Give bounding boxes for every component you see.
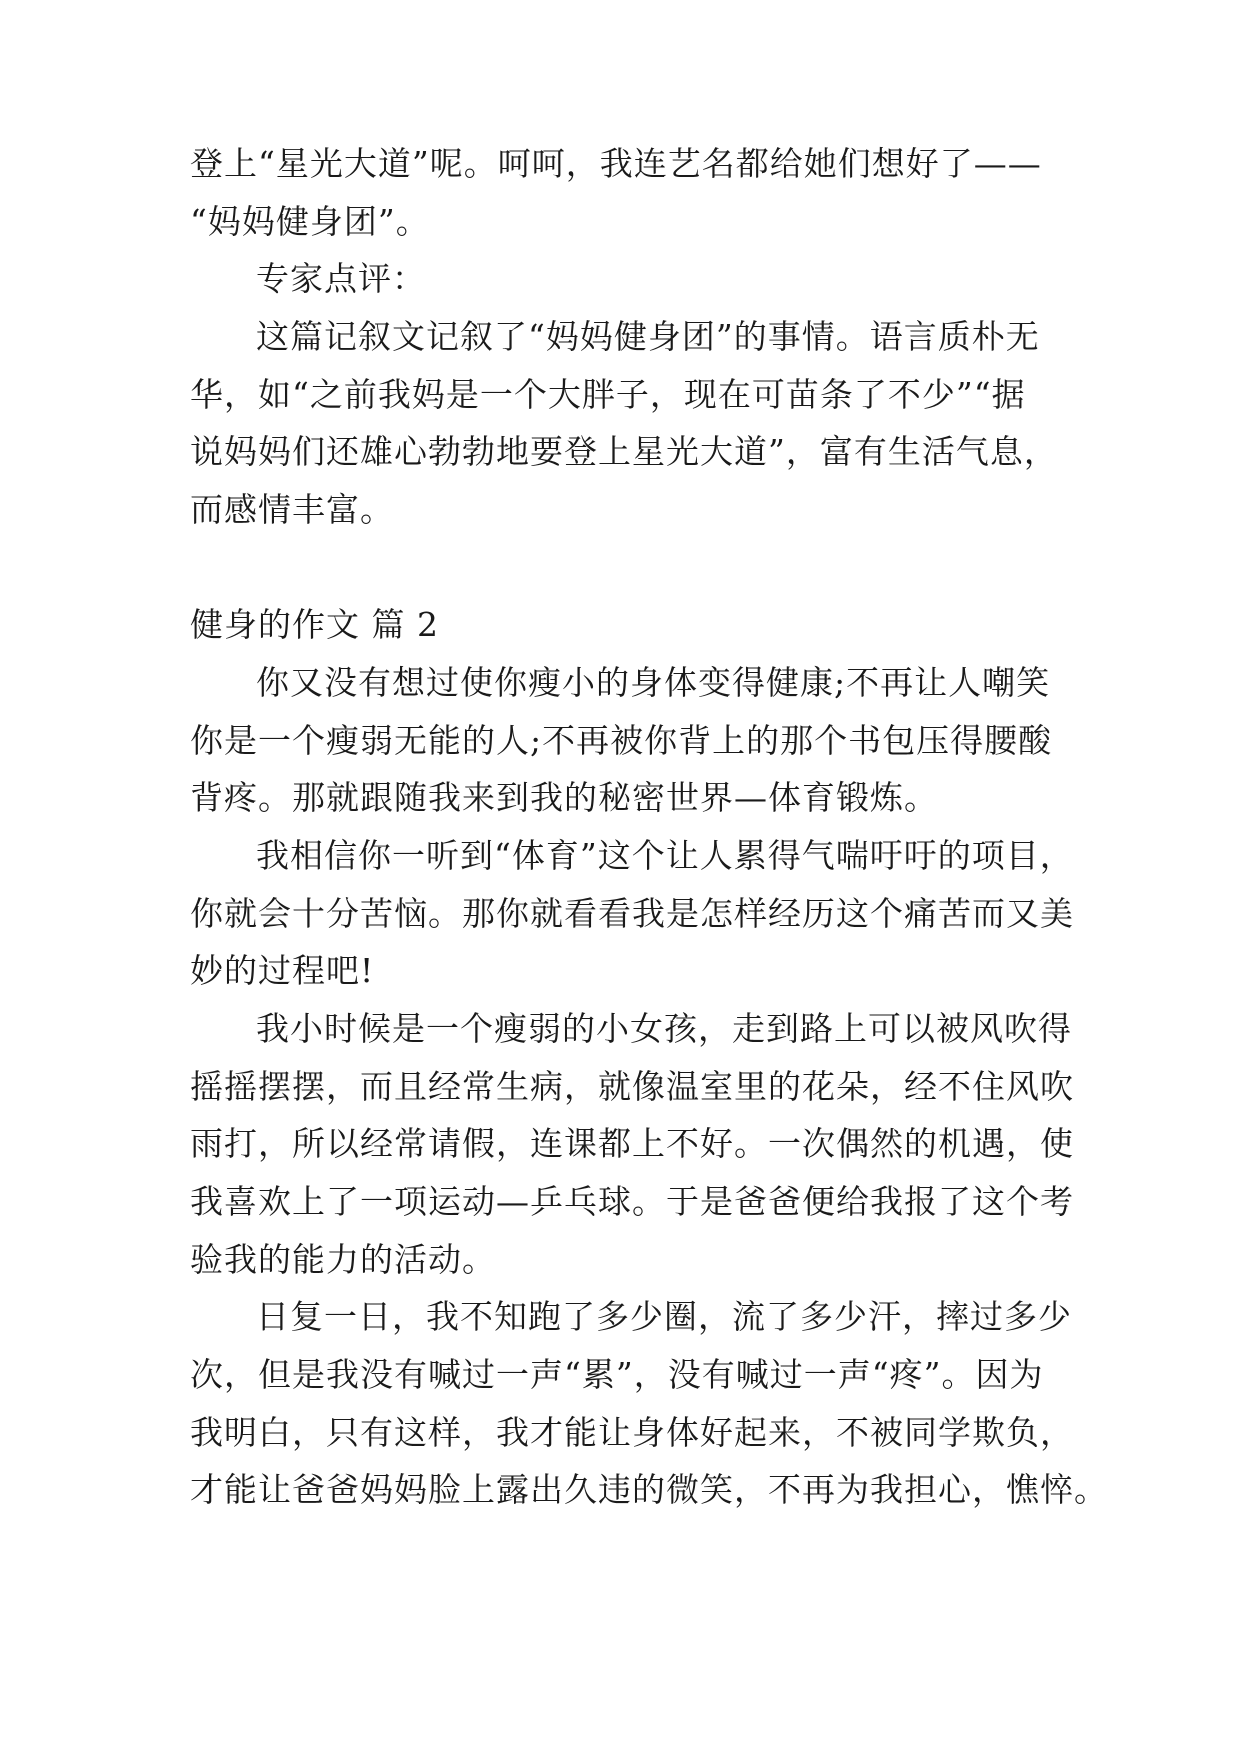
paragraph-line: 我相信你一听到“体育”这个让人累得气喘吁吁的项目， — [256, 836, 1074, 875]
paragraph-line: 才能让爸爸妈妈脸上露出久违的微笑，不再为我担心，憔悴。 — [190, 1470, 1108, 1509]
essay-heading: 健身的作文 篇 2 — [190, 605, 439, 644]
paragraph-line: 而感情丰富。 — [190, 490, 394, 529]
paragraph-line: 你又没有想过使你瘦小的身体变得健康;不再让人嘲笑 — [256, 663, 1051, 702]
paragraph-line: 妙的过程吧! — [190, 951, 375, 990]
paragraph-line: 雨打，所以经常请假，连课都上不好。一次偶然的机遇，使 — [190, 1124, 1074, 1163]
paragraph-line: 你就会十分苦恼。那你就看看我是怎样经历这个痛苦而又美 — [190, 894, 1074, 933]
paragraph-line: 日复一日，我不知跑了多少圈，流了多少汗，摔过多少 — [256, 1297, 1072, 1336]
paragraph-line: 说妈妈们还雄心勃勃地要登上星光大道”，富有生活气息， — [190, 432, 1058, 471]
paragraph-line: 这篇记叙文记叙了“妈妈健身团”的事情。语言质朴无 — [256, 317, 1040, 356]
paragraph-line: “妈妈健身团”。 — [190, 202, 430, 241]
paragraph-line: 背疼。那就跟随我来到我的秘密世界—体育锻炼。 — [190, 778, 938, 817]
paragraph-line: 次，但是我没有喊过一声“累”，没有喊过一声“疼”。因为 — [190, 1355, 1044, 1394]
paragraph-line: 登上“星光大道”呢。呵呵，我连艺名都给她们想好了—— — [190, 144, 1042, 183]
paragraph-line: 我小时候是一个瘦弱的小女孩，走到路上可以被风吹得 — [256, 1009, 1072, 1048]
paragraph-line: 我明白，只有这样，我才能让身体好起来，不被同学欺负， — [190, 1413, 1074, 1452]
paragraph-line: 摇摇摆摆，而且经常生病，就像温室里的花朵，经不住风吹 — [190, 1067, 1074, 1106]
paragraph-line: 验我的能力的活动。 — [190, 1240, 496, 1279]
paragraph-line: 我喜欢上了一项运动—乒乓球。于是爸爸便给我报了这个考 — [190, 1182, 1074, 1221]
paragraph-line: 你是一个瘦弱无能的人;不再被你背上的那个书包压得腰酸 — [190, 721, 1053, 760]
section-label: 专家点评： — [256, 259, 426, 298]
paragraph-line: 华，如“之前我妈是一个大胖子，现在可苗条了不少”“据 — [190, 375, 1026, 414]
